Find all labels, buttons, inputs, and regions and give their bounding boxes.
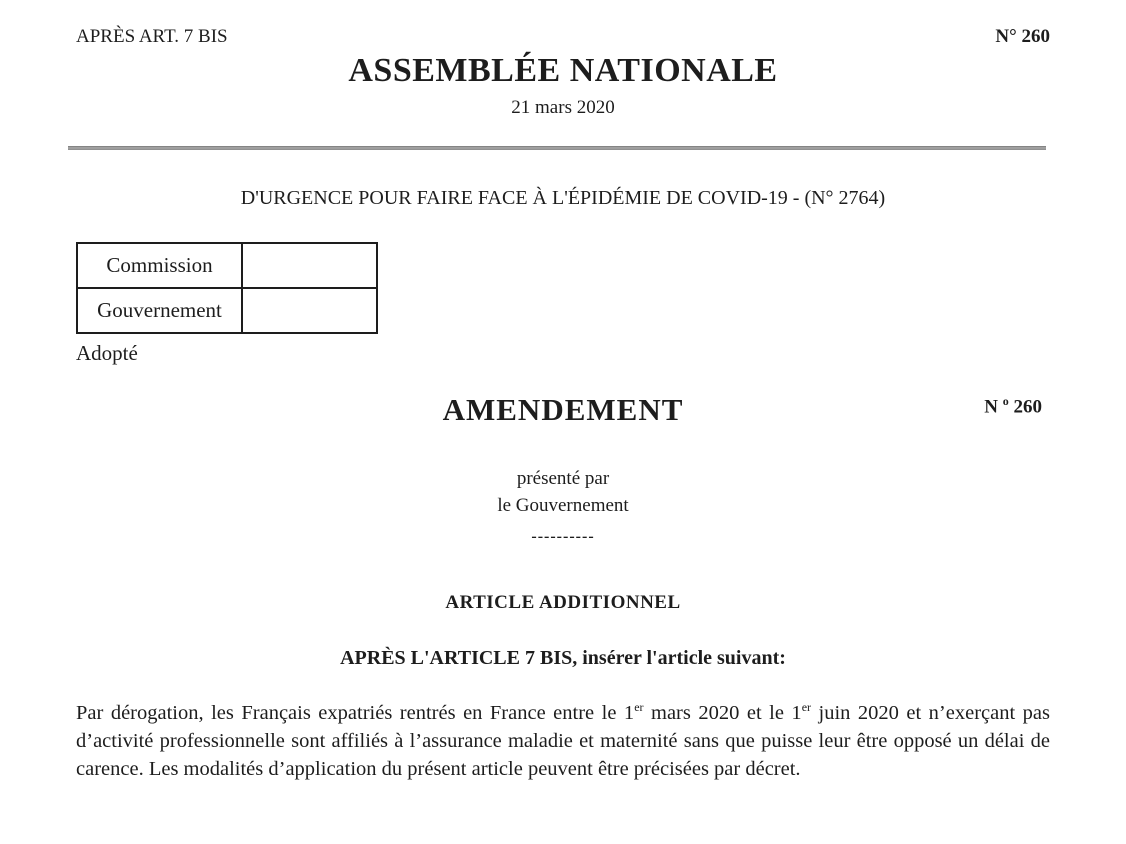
- commission-value-cell: [242, 243, 377, 288]
- assembly-title: ASSEMBLÉE NATIONALE: [348, 52, 778, 89]
- gouvernement-value-cell: [242, 288, 377, 333]
- body-segment-1: Par dérogation, les Français expatriés rentrés en France entre le 1: [76, 702, 635, 724]
- article-body-paragraph: [76, 699, 1050, 783]
- presenter-name: le Gouvernement: [497, 495, 629, 516]
- ordinal-superscript-1: er: [634, 700, 644, 715]
- body-segment-2: mars 2020 et le 1: [643, 702, 802, 724]
- amendment-number-top: N° 260: [995, 26, 1050, 47]
- document-header: [76, 26, 1050, 48]
- table-row-gouvernement: [77, 288, 377, 333]
- table-row-commission: [77, 243, 377, 288]
- adoption-status: Adopté: [76, 341, 138, 365]
- gouvernement-label-cell: Gouvernement: [77, 288, 242, 333]
- amendment-title: AMENDEMENT: [442, 392, 684, 427]
- article-additionnel-heading: ARTICLE ADDITIONNEL: [445, 592, 681, 613]
- body-segment-3: juin 2020 et n’exerçant pas d’activité professionnelle sont affiliés à l’assurance maladie et maternité sans que puisse leur être opposé un délai de carence. Les modalités d’application du présent article peuvent être précisées par décret.: [76, 702, 1050, 781]
- article-reference: APRÈS ART. 7 BIS: [76, 26, 228, 47]
- document-date: 21 mars 2020: [511, 97, 615, 118]
- amendment-heading-row: [76, 392, 1050, 428]
- status-table: [76, 242, 378, 334]
- commission-label-cell: Commission: [77, 243, 242, 288]
- horizontal-rule: [68, 146, 1046, 150]
- dashed-separator: ----------: [531, 528, 595, 545]
- bill-title: D'URGENCE POUR FAIRE FACE À L'ÉPIDÉMIE DE COVID-19 - (N° 2764): [240, 187, 886, 209]
- amendment-number-prefix: N: [984, 396, 998, 418]
- insertion-instruction: APRÈS L'ARTICLE 7 BIS, insérer l'article suivant:: [340, 647, 786, 669]
- amendment-number-value: 260: [1013, 396, 1042, 418]
- ordinal-superscript-2: er: [801, 700, 812, 715]
- amendment-number-side: [984, 394, 1042, 418]
- amendment-number-ordinal: o: [1002, 394, 1009, 408]
- presented-by-label: présenté par: [516, 468, 610, 489]
